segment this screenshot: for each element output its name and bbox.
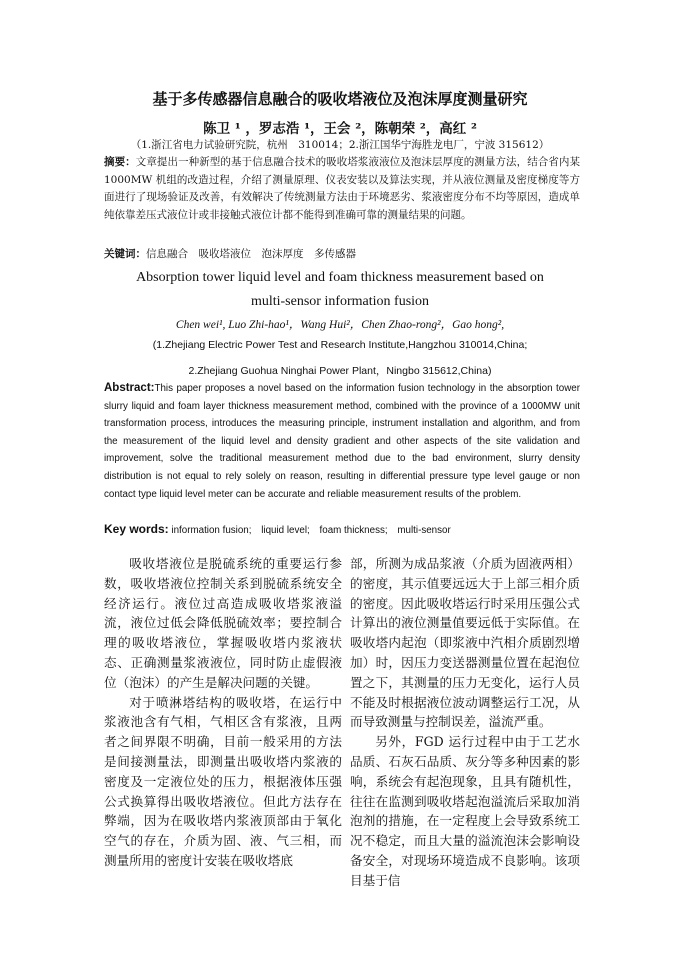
keywords-en-text: information fusion; liquid level; foam thickness; multi-sensor — [168, 525, 451, 536]
keywords-cn — [104, 246, 580, 261]
body-paragraph: 部，所测为成品浆液（介质为固液两相）的密度，其示值要远远大于上部三相介质的密度。因此吸收塔运行时采用压强公式计算出的液位测量值要远低于实际值。在吸收塔内起泡（即浆液中汽相介质剧烈增加）时，因压力变送器测量位置在起泡位置之下，其测量的压力无变化，运行人员不能及时根据液位波动调整运行工况，从而导致测量与控制误差，溢流严重。 — [350, 556, 580, 730]
body-paragraph: 吸收塔液位是脱硫系统的重要运行参数，吸收塔液位控制关系到脱硫系统安全经济运行。液位过高造成吸收塔浆液溢流，液位过低会降低脱硫效率；要控制合理的吸收塔液位，掌握吸收塔内浆液状态、正确测量浆液液位，同时防止虚假液位（泡沫）的产生是解决问题的关键。 — [104, 556, 342, 690]
keywords-en-label: Key words: — [104, 522, 169, 536]
authors-cn: 陈卫 ¹ ，罗志浩 ¹，王会 ²，陈朝荣 ²，高红 ² — [203, 121, 477, 137]
affiliation-cn: （1.浙江省电力试验研究院，杭州 310014；2.浙江国华宁海胜龙电厂，宁波 315612） — [130, 139, 550, 151]
body-column-right — [350, 554, 580, 891]
keywords-cn-label: 关键词： — [104, 248, 146, 260]
paper-title-en: Absorption tower liquid level and foam thickness measurement based on multi-sensor information fusion — [136, 270, 544, 309]
body-paragraph: 另外，FGD 运行过程中由于工艺水品质、石灰石品质、灰分等多种因素的影响，系统会有起泡现象，且具有随机性，往往在监测到吸收塔起泡溢流后采取加消泡剂的措施，在一定程度上会导致系统工况不稳定，而且大量的溢流泡沫会影响设备安全，对现场环境造成不良影响。该项目基于信 — [350, 734, 580, 888]
abstract-cn-label: 摘要： — [104, 156, 136, 168]
affiliation-en-2: 2.Zhejiang Guohua Ninghai Power Plant，Ningbo 315612,China) — [188, 365, 492, 377]
affiliation-en-1: (1.Zhejiang Electric Power Test and Research Institute,Hangzhou 310014,China; — [152, 339, 528, 351]
keywords-en — [104, 522, 580, 536]
abstract-cn — [104, 154, 580, 224]
abstract-en-text: This paper proposes a novel based on the information fusion technology in the absorption tower slurry liquid and foam layer thickness measurement method, combined with the province of a 1000MW unit transformation process, introduces the measuring principle, instrument installation and algorithm, and from the measurement of the liquid level and density gradient and other aspects of the site validation and improvement, solve the traditional measurement method due to the bad environment, slurry density distribution is not equal to rely solely on reason, resulting in differential pressure type level gauge or non contact type liquid level meter can be accurate and reliable measurement results of the problem. — [104, 383, 580, 500]
abstract-en-label: Abstract: — [104, 382, 155, 394]
abstract-cn-text: 文章提出一种新型的基于信息融合技术的吸收塔浆液液位及泡沫层厚度的测量方法，结合省内某 1000MW 机组的改造过程，介绍了测量原理、仪表安装以及算法实现，并从液位测量及密度梯度等方面进行了现场验证及改善，有效解决了传统测量方法由于环境恶劣、浆液密度分布不均等原因，造成单纯依靠差压式液位计或非接触式液位计都不能得到准确可靠的测量结果的问题。 — [104, 156, 581, 221]
abstract-en — [104, 380, 580, 503]
keywords-cn-text: 信息融合 吸收塔液位 泡沫厚度 多传感器 — [146, 248, 356, 260]
authors-en: Chen wei¹, Luo Zhi-hao¹，Wang Hui²，Chen Zhao-rong²，Gao hong², — [175, 319, 505, 331]
body-column-left — [104, 554, 342, 871]
paper-title-cn: 基于多传感器信息融合的吸收塔液位及泡沫厚度测量研究 — [152, 90, 528, 108]
body-paragraph: 对于喷淋塔结构的吸收塔，在运行中浆液池含有气相，气相区含有浆液，且两者之间界限不明确，目前一般采用的方法是间接测量法，即测量出吸收塔内浆液的密度及一定液位处的压力，根据液体压强公式换算得出吸收塔液位。但此方法存在弊端，因为在吸收塔内浆液顶部由于氧化空气的存在，介质为固、液、气三相，而测量所用的密度计安装在吸收塔底 — [104, 694, 342, 868]
